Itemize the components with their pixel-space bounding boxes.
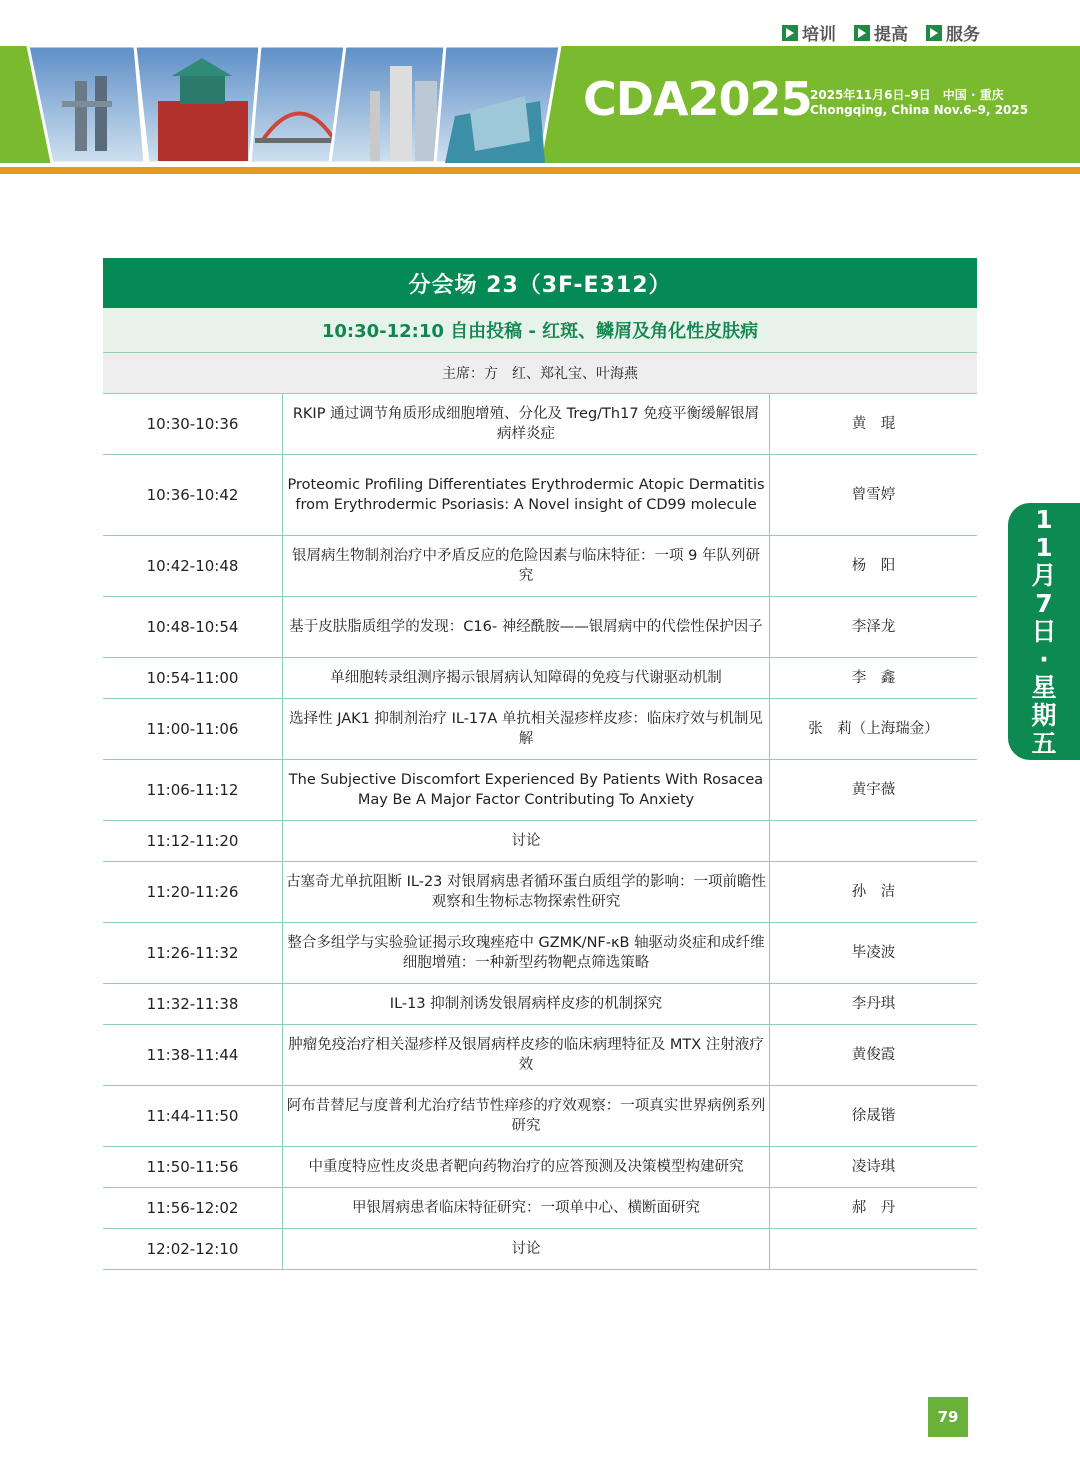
speaker-cell: 毕凌波 <box>851 945 896 961</box>
table-row <box>103 455 977 536</box>
title-cell: 肿瘤免疫治疗相关湿疹样及银屑病样皮疹的临床病理特征及 MTX 注射液疗效 <box>282 1025 770 1085</box>
title-cell: 整合多组学与实验验证揭示玫瑰痤疮中 GZMK/NF-κB 轴驱动炎症和成纤维细胞增殖：一种新型药物靶点筛选策略 <box>282 923 770 983</box>
speaker-cell: 凌诗琪 <box>851 1159 896 1175</box>
nav-item-improve <box>854 20 908 45</box>
title-cell: 基于皮肤脂质组学的发现：C16- 神经酰胺——银屑病中的代偿性保护因子 <box>282 597 770 657</box>
time-cell: 11:50-11:56 <box>146 1158 239 1176</box>
title-cell: 古塞奇尤单抗阻断 IL-23 对银屑病患者循环蛋白质组学的影响：一项前瞻性观察和生物标志物探索性研究 <box>282 862 770 922</box>
time-cell: 11:00-11:06 <box>146 720 239 738</box>
speaker-cell: 李 鑫 <box>851 670 896 686</box>
title-cell: IL-13 抑制剂诱发银屑病样皮疹的机制探究 <box>282 984 770 1024</box>
table-row <box>103 699 977 760</box>
nav-item-training <box>782 20 836 45</box>
table-row <box>103 1147 977 1188</box>
time-cell: 11:20-11:26 <box>146 883 239 901</box>
time-cell: 10:42-10:48 <box>146 557 239 575</box>
time-cell: 11:38-11:44 <box>146 1046 239 1064</box>
speaker-cell: 曾雪婷 <box>851 487 896 503</box>
session-schedule <box>103 258 977 1270</box>
city-photo-collage <box>0 46 600 163</box>
time-cell: 11:06-11:12 <box>146 781 239 799</box>
speaker-cell: 黄俊霞 <box>851 1047 896 1063</box>
title-cell: 阿布昔替尼与度普利尤治疗结节性痒疹的疗效观察：一项真实世界病例系列研究 <box>282 1086 770 1146</box>
green-arrow-icon <box>782 25 798 41</box>
time-cell: 10:30-10:36 <box>146 415 239 433</box>
title-cell: 选择性 JAK1 抑制剂治疗 IL-17A 单抗相关湿疹样皮疹：临床疗效与机制见解 <box>282 699 770 759</box>
speaker-cell: 张 莉（上海瑞金） <box>808 721 939 737</box>
title-cell: 甲银屑病患者临床特征研究：一项单中心、横断面研究 <box>282 1188 770 1228</box>
table-row <box>103 984 977 1025</box>
table-row <box>103 597 977 658</box>
speaker-cell: 杨 阳 <box>851 558 896 574</box>
time-cell: 10:48-10:54 <box>146 618 239 636</box>
header-banner <box>0 46 1080 163</box>
page-number: 79 <box>928 1397 968 1437</box>
title-cell: 讨论 <box>282 821 770 861</box>
title-cell: Proteomic Profiling Differentiates Erythrodermic Atopic Dermatitis from Erythrodermic Psoriasis: A Novel insight of CD99 molecule <box>282 455 770 535</box>
speaker-cell <box>770 1229 977 1269</box>
title-cell: 单细胞转录组测序揭示银屑病认知障碍的免疫与代谢驱动机制 <box>282 658 770 698</box>
speaker-cell: 李丹琪 <box>851 996 896 1012</box>
date-label: 11月7日·星期五 <box>1031 504 1057 758</box>
table-row <box>103 536 977 597</box>
speaker-cell: 李泽龙 <box>851 619 896 635</box>
title-cell: RKIP 通过调节角质形成细胞增殖、分化及 Treg/Th17 免疫平衡缓解银屑病样炎症 <box>282 394 770 454</box>
event-date-cn: 2025年11月6日–9日 中国 · 重庆 <box>810 88 1004 102</box>
nav-label: 服务 <box>946 25 980 45</box>
time-cell: 10:54-11:00 <box>146 669 239 687</box>
speaker-cell: 徐晟锴 <box>851 1108 896 1124</box>
nav-label: 提高 <box>874 25 908 45</box>
time-cell: 11:32-11:38 <box>146 995 239 1013</box>
table-row <box>103 1025 977 1086</box>
speaker-cell: 黄宇薇 <box>851 782 896 798</box>
table-row <box>103 394 977 455</box>
time-cell: 11:26-11:32 <box>146 944 239 962</box>
speaker-cell: 黄 琨 <box>851 416 896 432</box>
top-nav <box>782 20 980 45</box>
nav-item-service <box>926 20 980 45</box>
speaker-cell <box>770 821 977 861</box>
session-title: 分会场 23（3F-E312） <box>103 258 977 308</box>
speaker-cell: 孙 洁 <box>851 884 896 900</box>
brand-logo: CDA2025 <box>583 72 812 126</box>
time-cell: 11:44-11:50 <box>146 1107 239 1125</box>
orange-divider <box>0 167 1080 174</box>
table-row <box>103 923 977 984</box>
time-cell: 11:56-12:02 <box>146 1199 239 1217</box>
time-cell: 11:12-11:20 <box>146 832 239 850</box>
title-cell: 中重度特应性皮炎患者靶向药物治疗的应答预测及决策模型构建研究 <box>282 1147 770 1187</box>
date-side-tab <box>1008 503 1080 760</box>
title-cell: 讨论 <box>282 1229 770 1269</box>
table-row <box>103 1229 977 1270</box>
time-cell: 10:36-10:42 <box>146 486 239 504</box>
event-date-en: Chongqing, China Nov.6–9, 2025 <box>810 103 1029 117</box>
table-row <box>103 658 977 699</box>
table-row <box>103 1188 977 1229</box>
session-subtitle: 10:30-12:10 自由投稿 - 红斑、鳞屑及角化性皮肤病 <box>103 308 977 353</box>
table-row <box>103 862 977 923</box>
session-chairs: 主席：方 红、郑礼宝、叶海燕 <box>103 353 977 394</box>
table-row <box>103 760 977 821</box>
green-arrow-icon <box>854 25 870 41</box>
time-cell: 12:02-12:10 <box>146 1240 239 1258</box>
table-row <box>103 821 977 862</box>
nav-label: 培训 <box>802 25 836 45</box>
table-row <box>103 1086 977 1147</box>
event-info <box>810 88 1028 118</box>
green-arrow-icon <box>926 25 942 41</box>
speaker-cell: 郝 丹 <box>851 1200 896 1216</box>
title-cell: 银屑病生物制剂治疗中矛盾反应的危险因素与临床特征：一项 9 年队列研究 <box>282 536 770 596</box>
title-cell: The Subjective Discomfort Experienced By Patients With Rosacea May Be A Major Factor Contributing To Anxiety <box>282 760 770 820</box>
